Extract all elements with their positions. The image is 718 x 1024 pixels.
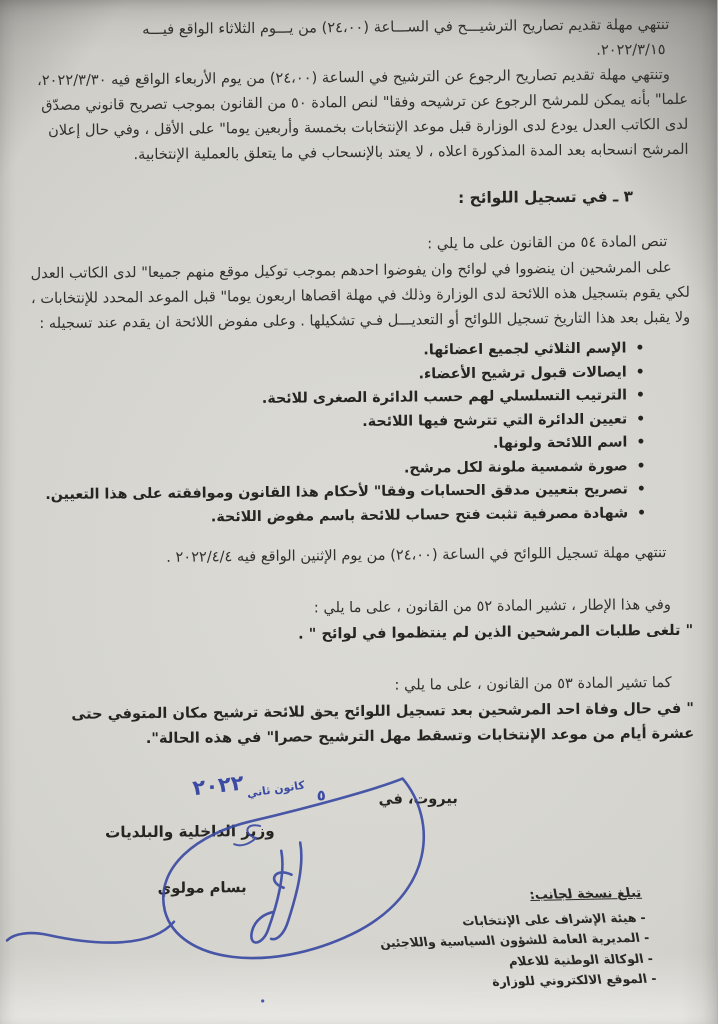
section-heading: ٣ ـ في تسجيل اللوائح : — [458, 187, 635, 208]
list-item: • الترتيب التسلسلي لهم حسب الدائرة الصغرى للائحة. — [26, 384, 646, 413]
article52-quote: " تلغى طلبات المرشحين الذين لم ينتظموا في لوائح " . — [299, 621, 695, 643]
list-item: • صورة شمسية ملونة لكل مرشح. — [27, 455, 647, 484]
cc-header: تبلغ نسخة لجانب: — [529, 885, 644, 903]
handwritten-year: ٢٠٢٢ — [192, 770, 247, 801]
article53-quote: " في حال وفاة احد المرشحين بعد تسجيل اللوائح يحق للائحة ترشيح مكان المتوفي حتى عشرة أيام من موعد الإنتخابات وتسقط مهل الترشيح حصرا" في هذه الحالة". — [72, 699, 696, 748]
list-item: • اسم اللائحة ولونها. — [26, 431, 646, 460]
cc-list — [341, 884, 659, 995]
handwritten-day: ٥ — [317, 786, 327, 805]
intro-paragraph-1 — [22, 12, 688, 68]
minister-name: بسام مولوي — [158, 879, 248, 897]
list-registration-deadline: تنتهي مهلة تسجيل اللوائح في الساعة (٢٤،٠٠) من يوم الإثنين الواقع فيه ٢٠٢٢/٤/٤ . — [167, 544, 668, 566]
list-item: • تعيين الدائرة التي تترشح فيها اللائحة. — [26, 408, 646, 437]
place-date-line: بيروت، في — [379, 790, 459, 808]
list-item: • تصريح بتعيين مدقق الحسابات وفقا" لأحكام هذا القانون وموافقته على هذا التعيين. — [27, 478, 647, 507]
intro-paragraph-1-text: تنتهي مهلة تقديم تصاريح الترشيـــح في الســـاعة (٢٤،٠٠) من يـــوم الثلاثاء الواقع فيـــه — [143, 15, 671, 39]
list-item: • ايصالات قبول ترشيح الأعضاء. — [26, 361, 646, 390]
handwritten-month: كانون ثاني — [247, 778, 307, 801]
article53-lead: كما تشير المادة ٥٣ من القانون ، على ما يلي : — [395, 674, 673, 694]
requirements-list — [25, 337, 647, 531]
signature-block — [29, 759, 697, 1017]
candidacy-deadline-date: ٢٠٢٢/٣/١٥. — [597, 41, 667, 59]
minister-title: وزير الداخلية والبلديات — [105, 821, 276, 842]
list-item: • الإسم الثلاثي لجميع اعضائها. — [25, 337, 645, 366]
cc-item: - المديرية العامة للشؤون السياسية واللاجئين — [379, 930, 652, 951]
intro-paragraph-2: وتنتهي مهلة تقديم تصاريح الرجوع عن الترشيح في الساعة (٢٤،٠٠) من يوم الأربعاء الواقع فيه ٢٠٢٢/٣/٣٠، علما" بأنه يمكن للمرشح الرجوع عن ترشيحه وفقا" لنص المادة ٥٠ من القانون بموجب تصريح قانوني مصدّق لدى الكاتب العدل يودع لدى الوزارة قبل موعد الإنتخابات بخمسة وأربعين يوما" على الأقل ، وفي حال إعلان المرشح انسحابه بعد المدة المذكورة اعلاه ، لا يعتد بالإنسحاب في ما يتعلق بالعملية الإنتخابية. — [38, 65, 690, 164]
article52-lead: وفي هذا الإطار ، تشير المادة ٥٢ من القانون ، على ما يلي : — [314, 596, 673, 617]
cc-item: - هيئة الإشراف على الإنتخابات — [461, 910, 648, 928]
cc-item: - الموقع الالكتروني للوزارة — [491, 971, 659, 989]
article54-lead: تنص المادة ٥٤ من القانون على ما يلي : — [428, 233, 669, 253]
cc-item: - الوكالة الوطنية للاعلام — [508, 951, 655, 969]
article54-body: على المرشحين ان ينضووا في لوائح وان يفوضوا احدهم بموجب توكيل موقع منهم جميعا" لدى الكاتب العدل لكي يقوم بتسجيل هذه اللائحة لدى الوزارة وذلك في مهلة اقصاها اربعون يوما" قبل الموعد المحدد للإنتخابات ، ولا يقبل بعد هذا التاريخ تسجيل اللوائح أو التعديـــل فـي تشكيلها . وعلى مفوض اللائحة ان يقدم عند تسجيله : — [31, 258, 692, 333]
list-item: • شهادة مصرفية تثبت فتح حساب للائحة باسم مفوض اللائحة. — [27, 502, 647, 531]
